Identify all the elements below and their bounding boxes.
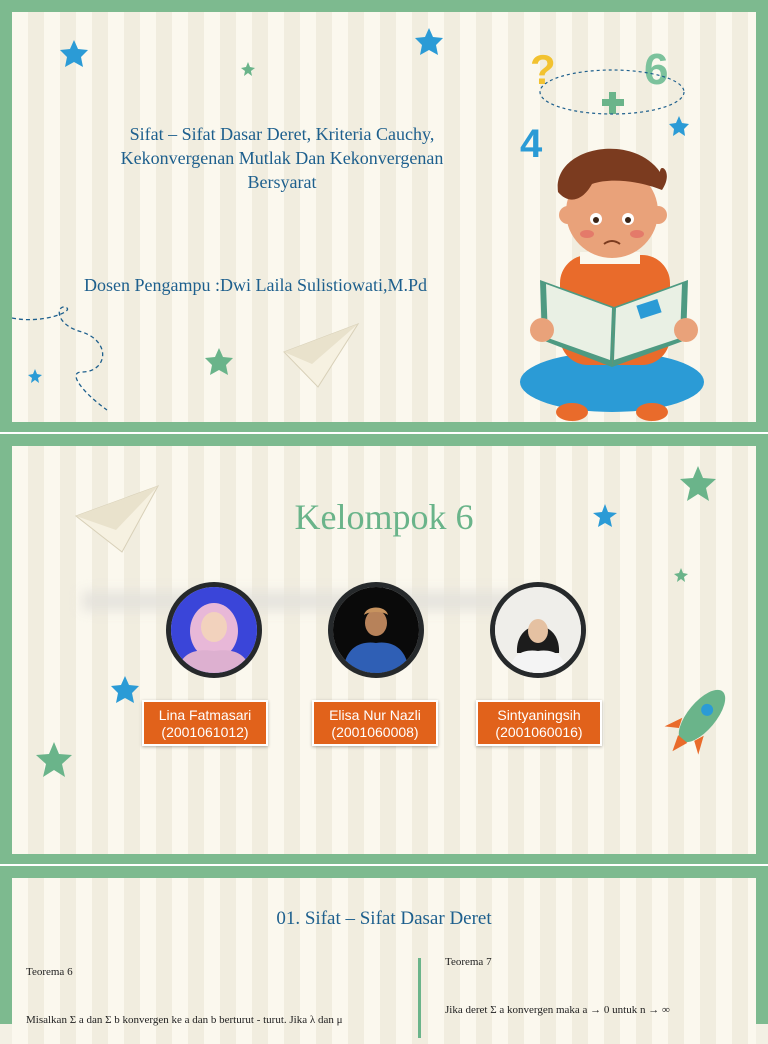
theorem-7-label: Teorema 7 bbox=[445, 956, 492, 968]
star-icon bbox=[674, 568, 688, 582]
paper-plane-icon bbox=[284, 324, 358, 387]
theorem-7-text: Jika deret Σ a konvergen maka a → 0 untuk n → ∞ bbox=[445, 1004, 670, 1016]
star-icon bbox=[111, 676, 139, 703]
star-icon bbox=[36, 742, 72, 777]
slide1-decorations bbox=[12, 12, 756, 422]
avatar-person-icon bbox=[333, 587, 419, 673]
member-card-sintya bbox=[476, 700, 602, 746]
svg-text:4: 4 bbox=[520, 122, 543, 166]
title-line: Bersyarat bbox=[247, 172, 317, 192]
star-icon bbox=[205, 348, 233, 375]
star-icon bbox=[60, 40, 88, 67]
member-id: (2001060008) bbox=[331, 724, 419, 740]
member-photo-elisa bbox=[328, 582, 424, 678]
math-symbols-icon bbox=[520, 45, 689, 166]
title-slide-canvas bbox=[12, 12, 756, 422]
member-name: Elisa Nur Nazli bbox=[329, 707, 421, 723]
member-photo-lina bbox=[166, 582, 262, 678]
star-icon bbox=[415, 28, 443, 55]
member-name: Lina Fatmasari bbox=[158, 707, 252, 723]
column-divider bbox=[418, 958, 421, 1038]
member-id: (2001060016) bbox=[495, 724, 583, 740]
group-title: Kelompok 6 bbox=[294, 497, 474, 537]
avatar-hijab-icon bbox=[495, 587, 581, 673]
svg-text:?: ? bbox=[530, 46, 556, 93]
presentation-title bbox=[72, 122, 492, 194]
rocket-icon bbox=[656, 677, 740, 765]
svg-text:6: 6 bbox=[644, 45, 669, 94]
avatar-hijab-icon bbox=[171, 587, 257, 673]
title-line: Kekonvergenan Mutlak Dan Kekonvergenan bbox=[120, 148, 444, 168]
member-card-lina bbox=[142, 700, 268, 746]
dashed-line-icon bbox=[12, 307, 107, 410]
section-title: 01. Sifat – Sifat Dasar Deret bbox=[276, 908, 492, 929]
member-photo-sintya bbox=[490, 582, 586, 678]
member-id: (2001061012) bbox=[161, 724, 249, 740]
theorem-6-text: Misalkan Σ a dan Σ b konvergen ke a dan b berturut - turut. Jika λ dan μ bbox=[26, 1014, 343, 1026]
photo-backdrop bbox=[82, 591, 542, 611]
group-slide bbox=[0, 434, 768, 866]
member-card-elisa bbox=[312, 700, 438, 746]
star-icon bbox=[28, 369, 42, 383]
theorem-6-label: Teorema 6 bbox=[26, 966, 73, 978]
member-name: Sintyaningsih bbox=[497, 707, 581, 723]
title-slide bbox=[0, 0, 768, 434]
content-slide-canvas bbox=[12, 878, 756, 1044]
content-slide bbox=[0, 866, 768, 1024]
boy-reading-icon bbox=[520, 149, 704, 421]
group-slide-canvas bbox=[12, 446, 756, 854]
lecturer-name: Dosen Pengampu :Dwi Laila Sulistiowati,M.Pd bbox=[84, 275, 427, 295]
title-line: Sifat – Sifat Dasar Deret, Kriteria Cauchy, bbox=[129, 124, 435, 144]
star-icon bbox=[241, 62, 255, 76]
